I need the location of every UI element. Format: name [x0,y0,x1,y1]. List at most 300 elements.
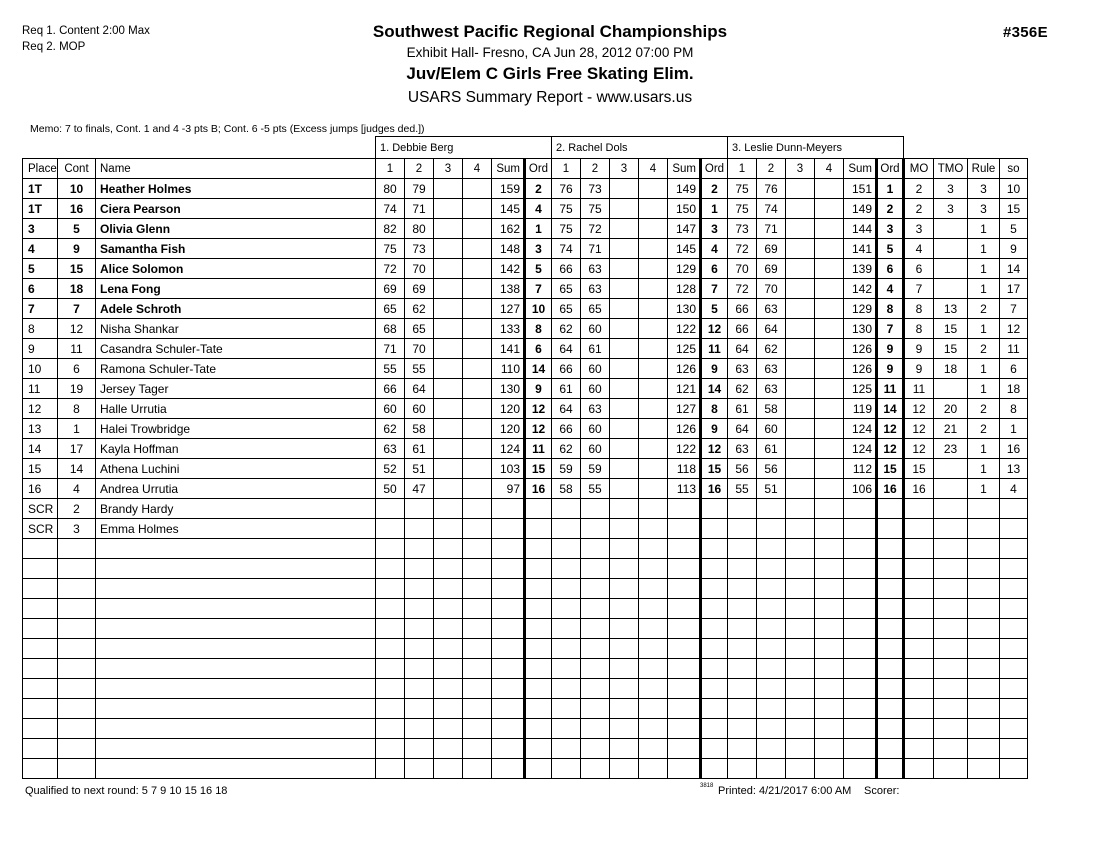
score-cell: 55 [376,359,405,379]
empty-cell [701,679,728,699]
sum-cell: 125 [668,339,701,359]
result-row [23,259,1028,279]
empty-cell [877,659,904,679]
ord-cell: 3 [525,239,552,259]
ord-cell: 3 [877,219,904,239]
empty-cell [668,559,701,579]
ord-cell: 11 [701,339,728,359]
empty-cell [701,619,728,639]
empty-cell [434,759,463,779]
name-cell: Kayla Hoffman [96,439,376,459]
mo-cell: 9 [904,359,934,379]
empty-cell [434,559,463,579]
cont-cell: 8 [58,399,96,419]
sum-cell: 113 [668,479,701,499]
ord-cell: 16 [877,479,904,499]
score-cell: 70 [405,259,434,279]
empty-cell [757,699,786,719]
score-cell [639,499,668,519]
name-cell: Lena Fong [96,279,376,299]
empty-cell [1000,739,1028,759]
ord-cell [701,499,728,519]
empty-cell [96,559,376,579]
score-cell [610,479,639,499]
empty-cell [434,679,463,699]
sum-cell: 112 [844,459,877,479]
sum-cell [668,519,701,539]
sum-cell: 121 [668,379,701,399]
empty-cell [668,579,701,599]
score-cell [786,219,815,239]
so-cell: 13 [1000,459,1028,479]
score-cell: 58 [757,399,786,419]
cont-cell: 18 [58,279,96,299]
empty-cell [376,619,405,639]
score-cell [552,519,581,539]
result-row [23,379,1028,399]
score-cell [434,339,463,359]
empty-cell [463,679,492,699]
score-cell: 64 [405,379,434,399]
empty-cell [610,579,639,599]
score-cell: 59 [581,459,610,479]
score-cell: 62 [376,419,405,439]
score-cell: 51 [405,459,434,479]
empty-cell [610,559,639,579]
so-cell: 9 [1000,239,1028,259]
cont-cell: 1 [58,419,96,439]
empty-cell [492,539,525,559]
score-cell: 61 [581,339,610,359]
score-cell [405,519,434,539]
score-cell: 63 [581,279,610,299]
empty-cell [376,759,405,779]
empty-cell [815,699,844,719]
empty-cell [701,759,728,779]
rule-cell [968,519,1000,539]
cont-cell: 3 [58,519,96,539]
score-cell [463,359,492,379]
empty-cell [639,759,668,779]
score-cell: 73 [728,219,757,239]
empty-cell [904,759,934,779]
mo-cell [904,499,934,519]
empty-row [23,739,1028,759]
place-cell: 8 [23,319,58,339]
ord-cell: 7 [525,279,552,299]
score-cell [610,359,639,379]
sum-cell [844,519,877,539]
empty-cell [1000,619,1028,639]
empty-cell [525,719,552,739]
mo-cell: 15 [904,459,934,479]
empty-cell [525,759,552,779]
score-cell [463,319,492,339]
name-cell: Casandra Schuler-Tate [96,339,376,359]
sum-cell [668,499,701,519]
score-cell [786,299,815,319]
empty-cell [58,739,96,759]
score-cell [786,459,815,479]
score-cell: 80 [376,179,405,199]
tmo-cell: 3 [934,179,968,199]
empty-cell [434,599,463,619]
sum-cell: 122 [668,439,701,459]
empty-cell [610,739,639,759]
sum-cell: 119 [844,399,877,419]
empty-cell [463,659,492,679]
sum-cell: 151 [844,179,877,199]
score-cell: 71 [581,239,610,259]
empty-cell [934,559,968,579]
ord-cell: 15 [877,459,904,479]
report-title: Southwest Pacific Regional Championships [372,22,728,41]
empty-cell [1000,699,1028,719]
score-cell: 75 [581,199,610,219]
empty-cell [904,639,934,659]
score-cell [786,419,815,439]
score-cell: 69 [405,279,434,299]
empty-cell [58,639,96,659]
empty-cell [934,619,968,639]
empty-cell [877,619,904,639]
col-header: so [1000,159,1028,179]
col-header: Cont [58,159,96,179]
req-1-label: Req 1. Content 2:00 Max [22,25,150,37]
score-cell [786,439,815,459]
score-cell: 63 [581,259,610,279]
empty-cell [525,599,552,619]
empty-cell [552,619,581,639]
result-row [23,399,1028,419]
name-cell: Ciera Pearson [96,199,376,219]
empty-cell [877,759,904,779]
empty-cell [639,539,668,559]
score-cell: 71 [757,219,786,239]
empty-cell [877,719,904,739]
sum-cell: 124 [844,419,877,439]
empty-cell [492,679,525,699]
ord-cell: 9 [701,359,728,379]
sum-cell: 142 [844,279,877,299]
sum-cell: 159 [492,179,525,199]
empty-cell [552,579,581,599]
tmo-cell: 20 [934,399,968,419]
so-cell: 7 [1000,299,1028,319]
score-cell [815,519,844,539]
score-cell: 65 [552,279,581,299]
so-cell: 4 [1000,479,1028,499]
ord-cell: 3 [701,219,728,239]
score-cell [463,479,492,499]
score-cell [639,379,668,399]
col-header: 3 [786,159,815,179]
place-cell: 6 [23,279,58,299]
empty-cell [1000,559,1028,579]
score-cell: 58 [405,419,434,439]
score-cell [434,479,463,499]
empty-cell [58,579,96,599]
score-cell [463,179,492,199]
empty-cell [639,559,668,579]
result-row [23,479,1028,499]
empty-cell [786,619,815,639]
score-cell [815,379,844,399]
empty-cell [968,539,1000,559]
empty-cell [639,739,668,759]
empty-cell [525,699,552,719]
sum-cell: 141 [492,339,525,359]
score-cell: 56 [728,459,757,479]
empty-cell [434,699,463,719]
rule-cell: 1 [968,379,1000,399]
score-cell [639,259,668,279]
printed-line: Printed: 4/21/2017 6:00 AM [718,785,852,797]
empty-row [23,759,1028,779]
score-cell: 65 [552,299,581,319]
empty-cell [934,699,968,719]
score-cell [610,279,639,299]
score-cell: 73 [405,239,434,259]
col-header: Rule [968,159,1000,179]
sum-cell: 130 [844,319,877,339]
score-cell [434,299,463,319]
ord-cell: 8 [525,319,552,339]
cont-cell: 4 [58,479,96,499]
score-cell [434,359,463,379]
score-cell [639,439,668,459]
score-cell [639,319,668,339]
empty-cell [904,559,934,579]
empty-cell [610,619,639,639]
score-cell: 60 [405,399,434,419]
empty-cell [23,719,58,739]
empty-cell [525,579,552,599]
empty-cell [23,759,58,779]
empty-cell [904,599,934,619]
col-header: Sum [668,159,701,179]
col-header: Sum [492,159,525,179]
sum-cell: 150 [668,199,701,219]
empty-cell [968,619,1000,639]
empty-cell [23,699,58,719]
score-cell: 82 [376,219,405,239]
score-cell [463,339,492,359]
empty-cell [757,679,786,699]
empty-cell [581,579,610,599]
col-header: Sum [844,159,877,179]
name-cell: Jersey Tager [96,379,376,399]
empty-cell [786,699,815,719]
score-cell [786,359,815,379]
score-cell [815,439,844,459]
score-cell: 63 [728,359,757,379]
empty-cell [904,579,934,599]
mo-cell [904,519,934,539]
ord-cell [525,499,552,519]
score-cell [434,319,463,339]
score-cell: 65 [581,299,610,319]
score-cell: 65 [405,319,434,339]
empty-cell [728,639,757,659]
empty-cell [786,739,815,759]
empty-cell [728,739,757,759]
empty-cell [1000,599,1028,619]
sum-cell: 147 [668,219,701,239]
empty-cell [463,579,492,599]
score-cell: 64 [552,339,581,359]
empty-cell [463,599,492,619]
empty-cell [968,679,1000,699]
empty-cell [58,759,96,779]
score-cell: 51 [757,479,786,499]
empty-cell [786,679,815,699]
empty-cell [877,559,904,579]
judges-row [23,137,1028,159]
empty-cell [58,599,96,619]
cont-cell: 17 [58,439,96,459]
result-row [23,419,1028,439]
score-cell [434,499,463,519]
empty-cell [58,539,96,559]
empty-cell [405,719,434,739]
sum-cell: 139 [844,259,877,279]
place-cell: 13 [23,419,58,439]
empty-cell [934,739,968,759]
empty-cell [610,599,639,619]
empty-cell [757,599,786,619]
empty-cell [405,639,434,659]
empty-row [23,579,1028,599]
empty-cell [581,699,610,719]
empty-row [23,679,1028,699]
name-cell: Nisha Shankar [96,319,376,339]
empty-cell [844,759,877,779]
empty-cell [525,659,552,679]
score-cell: 74 [552,239,581,259]
score-cell [786,479,815,499]
score-cell: 64 [728,419,757,439]
score-cell: 75 [552,219,581,239]
score-cell: 70 [728,259,757,279]
so-cell [1000,519,1028,539]
score-cell: 75 [552,199,581,219]
so-cell: 8 [1000,399,1028,419]
empty-cell [525,539,552,559]
empty-row [23,659,1028,679]
judges-spacer-left [23,137,376,159]
score-cell: 76 [757,179,786,199]
empty-cell [968,559,1000,579]
score-cell [786,519,815,539]
empty-cell [434,619,463,639]
score-cell [786,199,815,219]
ord-cell: 5 [877,239,904,259]
sum-cell: 133 [492,319,525,339]
empty-cell [815,579,844,599]
report-header [0,22,1100,107]
score-cell: 55 [405,359,434,379]
judge-name-3: 3. Leslie Dunn-Meyers [728,137,904,159]
sum-cell: 126 [668,359,701,379]
cont-cell: 19 [58,379,96,399]
score-cell [552,499,581,519]
empty-cell [492,579,525,599]
empty-cell [96,659,376,679]
score-cell: 80 [405,219,434,239]
req-2-label: Req 2. MOP [22,41,86,53]
score-cell [728,499,757,519]
score-cell [815,259,844,279]
sum-cell: 120 [492,399,525,419]
score-cell: 63 [757,299,786,319]
score-cell: 69 [376,279,405,299]
empty-cell [668,699,701,719]
empty-cell [492,639,525,659]
score-cell [786,239,815,259]
sum-cell: 149 [844,199,877,219]
cont-cell: 10 [58,179,96,199]
empty-cell [492,619,525,639]
score-cell: 61 [405,439,434,459]
so-cell: 18 [1000,379,1028,399]
score-cell: 62 [757,339,786,359]
score-cell: 60 [581,379,610,399]
name-cell: Athena Luchini [96,459,376,479]
empty-cell [668,619,701,639]
score-cell [434,419,463,439]
score-cell: 68 [376,319,405,339]
empty-cell [757,739,786,759]
empty-cell [525,679,552,699]
tmo-cell: 15 [934,319,968,339]
tmo-cell: 21 [934,419,968,439]
empty-cell [463,539,492,559]
score-cell [581,519,610,539]
ord-cell: 14 [525,359,552,379]
empty-cell [701,719,728,739]
empty-cell [757,759,786,779]
score-cell: 72 [728,239,757,259]
ord-cell: 12 [877,419,904,439]
empty-cell [552,599,581,619]
tmo-cell: 23 [934,439,968,459]
place-cell: 1T [23,199,58,219]
col-header: 3 [434,159,463,179]
col-header: 4 [463,159,492,179]
score-cell [610,319,639,339]
result-row [23,279,1028,299]
score-cell: 66 [728,299,757,319]
empty-cell [1000,759,1028,779]
score-cell [639,459,668,479]
empty-cell [701,579,728,599]
sum-cell: 129 [844,299,877,319]
results-table [22,136,1028,779]
empty-cell [610,539,639,559]
empty-cell [434,579,463,599]
score-cell [639,199,668,219]
empty-cell [581,639,610,659]
empty-cell [877,699,904,719]
score-cell [610,399,639,419]
tmo-cell [934,459,968,479]
empty-cell [552,639,581,659]
empty-row [23,699,1028,719]
score-cell [786,339,815,359]
score-cell [639,479,668,499]
place-cell: 10 [23,359,58,379]
